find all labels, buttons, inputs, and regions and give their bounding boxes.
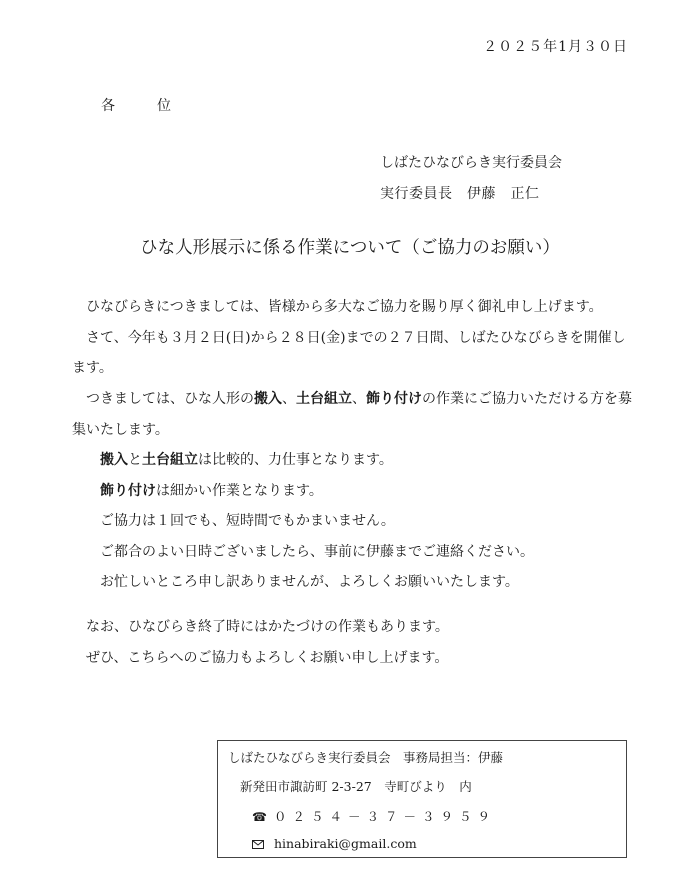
document-date: ２０２５年1月３０日 — [483, 39, 628, 55]
envelope-icon — [252, 837, 274, 851]
document-title: ひな人形展示に係る作業について（ご協力のお願い） — [140, 238, 560, 258]
contact-person: 担当：伊藤 — [440, 750, 504, 765]
keyword-hannyu: 搬入 — [254, 391, 282, 407]
line-contact-request: ご都合のよい日時ございましたら、事前に伊藤までご連絡ください。 — [100, 543, 534, 560]
contact-telephone: ☎ ０２５４－３７－３９５９ — [252, 809, 497, 824]
keyword-kazaritsuke: 飾り付け — [366, 391, 422, 407]
body-section-request — [72, 384, 637, 598]
contact-office-line — [228, 748, 503, 766]
contact-office: しばたひなびらき実行委員会 事務局 — [228, 750, 441, 765]
line-heavy-work: 搬入と土台組立は比較的、力仕事となります。 — [100, 452, 393, 468]
body-section-main — [72, 292, 637, 384]
paragraph-greeting: ひなびらきにつきましては、皆様から多大なご協力を賜り厚く御礼申し上げます。 — [86, 299, 603, 315]
body-section-cleanup — [72, 612, 637, 673]
line-any-time: ご協力は１回でも、短時間でもかまいません。 — [100, 513, 395, 529]
contact-email — [252, 836, 417, 851]
recipient: 各 位 — [101, 98, 185, 114]
line-cleanup-request: ぜひ、こちらへのご協力もよろしくお願い申し上げます。 — [86, 649, 449, 666]
keyword-dodai-kumitate: 土台組立 — [296, 391, 352, 407]
sender-chair: 実行委員長 伊藤 正仁 — [380, 186, 540, 202]
line-cleanup: なお、ひなびらき終了時にはかたづけの作業もあります。 — [86, 619, 449, 635]
paragraph-event-period: さて、今年も３月２日(日)から２８日(金)までの２７日間、しばたひなびらきを開催します。 — [72, 329, 626, 376]
line-closing: お忙しいところ申し訳ありませんが、よろしくお願いいたします。 — [100, 574, 519, 590]
paragraph-recruitment: つきましては、ひな人形の搬入、土台組立、飾り付けの作業にご協力いただける方を募集いたします。 — [72, 391, 632, 438]
contact-box — [217, 740, 627, 858]
line-fine-work: 飾り付けは細かい作業となります。 — [100, 482, 323, 499]
telephone-icon: ☎ — [252, 810, 267, 824]
sender-organization: しばたひなびらき実行委員会 — [380, 155, 562, 171]
email-address[interactable]: hinabiraki@gmail.com — [274, 836, 417, 851]
contact-address: 新発田市諏訪町 2-3-27 寺町びより 内 — [240, 779, 472, 794]
